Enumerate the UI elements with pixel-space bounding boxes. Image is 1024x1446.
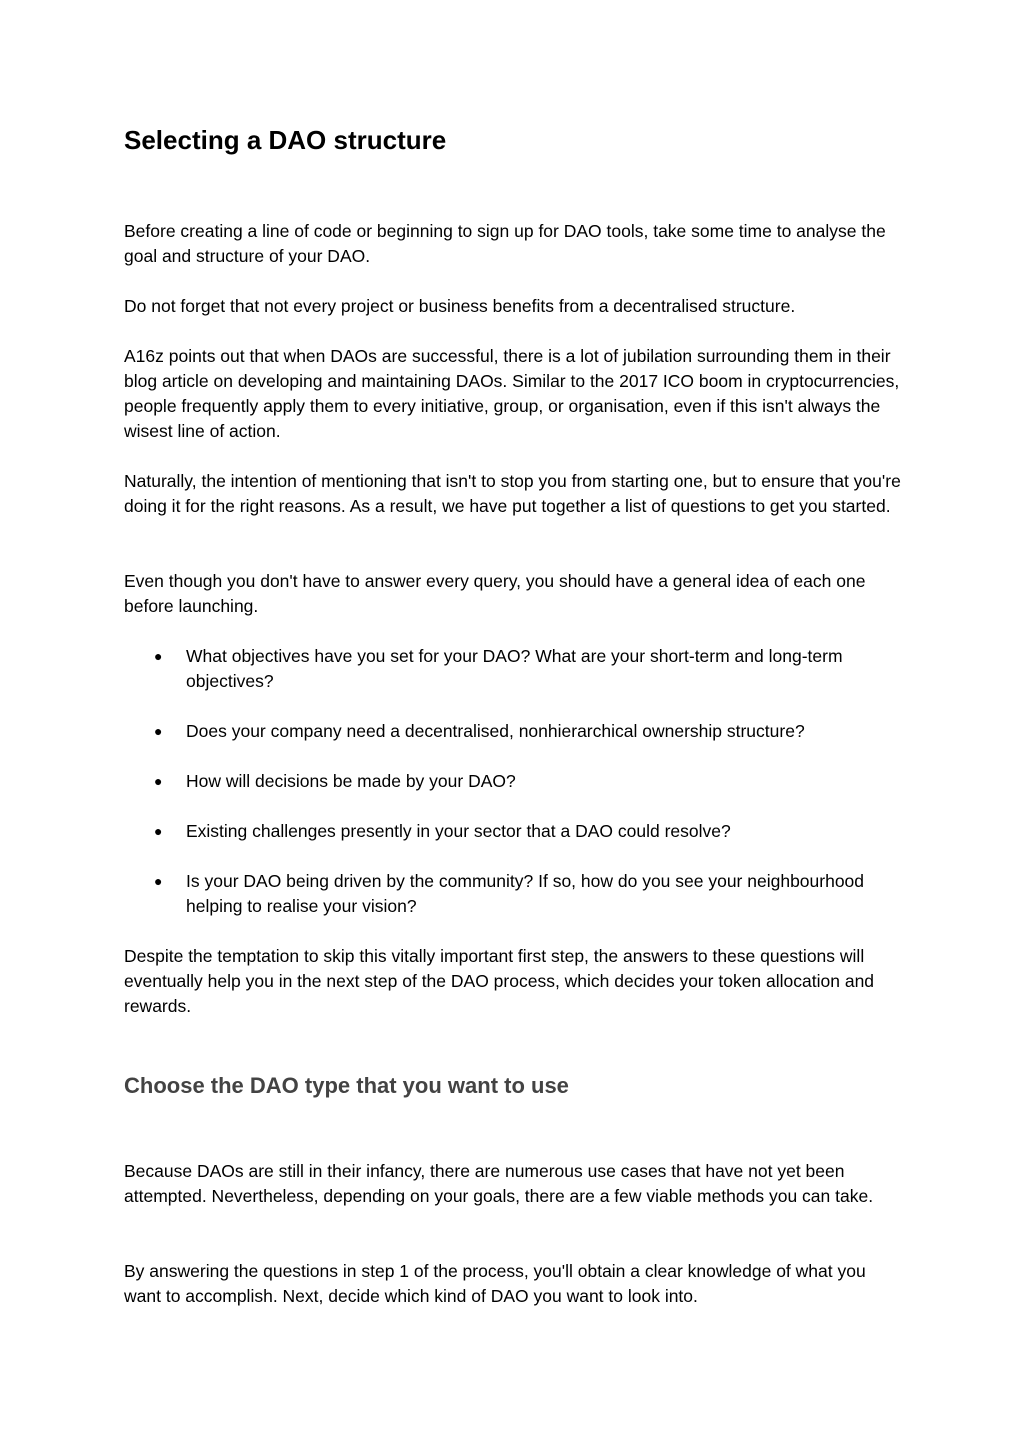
list-item (124, 819, 904, 844)
page-title: Selecting a DAO structure (124, 125, 447, 155)
paragraph-answering: By answering the questions in step 1 of the process, you'll obtain a clear knowledge of what you want to accomplish. Next, decide which kind of DAO you want to look into. (124, 1261, 866, 1306)
paragraph-infancy: Because DAOs are still in their infancy, there are numerous use cases that have not yet been attempted. Nevertheless, depending on your goals, there are a few viable methods you can take. (124, 1161, 874, 1206)
list-item-text: What objectives have you set for your DAO? What are your short-term and long-term objectives? (186, 646, 843, 691)
bullet-icon: ● (154, 823, 163, 839)
bullet-icon: ● (154, 773, 163, 789)
questions-list (124, 644, 904, 944)
paragraph-intro: Before creating a line of code or beginning to sign up for DAO tools, take some time to analyse the goal and structure of your DAO. (124, 221, 886, 266)
list-item-text: Existing challenges presently in your sector that a DAO could resolve? (186, 821, 731, 841)
paragraph-intention: Naturally, the intention of mentioning that isn't to stop you from starting one, but to ensure that you're doing it for the right reasons. As a result, we have put together a list of questions to get you started. (124, 471, 901, 516)
paragraph-query: Even though you don't have to answer every query, you should have a general idea of each one before launching. (124, 571, 866, 616)
bullet-icon: ● (154, 873, 163, 889)
list-item (124, 869, 904, 919)
list-item-text: How will decisions be made by your DAO? (186, 771, 516, 791)
list-item-text: Does your company need a decentralised, nonhierarchical ownership structure? (186, 721, 805, 741)
paragraph-closing: Despite the temptation to skip this vitally important first step, the answers to these questions will eventually help you in the next step of the DAO process, which decides your token allocation and rewards. (124, 946, 875, 1016)
list-item (124, 719, 904, 744)
list-item (124, 769, 904, 794)
paragraph-warning: Do not forget that not every project or business benefits from a decentralised structure. (124, 296, 796, 316)
paragraph-a16z: A16z points out that when DAOs are successful, there is a lot of jubilation surrounding them in their blog article on developing and maintaining DAOs. Similar to the 2017 ICO boom in cryptocurrencies, people frequently apply them to every initiative, group, or organisation, even if this isn't always the wisest line of action. (124, 346, 900, 441)
section-heading: Choose the DAO type that you want to use (124, 1073, 569, 1098)
bullet-icon: ● (154, 648, 163, 664)
list-item (124, 644, 904, 694)
bullet-icon: ● (154, 723, 163, 739)
list-item-text: Is your DAO being driven by the community? If so, how do you see your neighbourhood helping to realise your vision? (186, 871, 865, 916)
